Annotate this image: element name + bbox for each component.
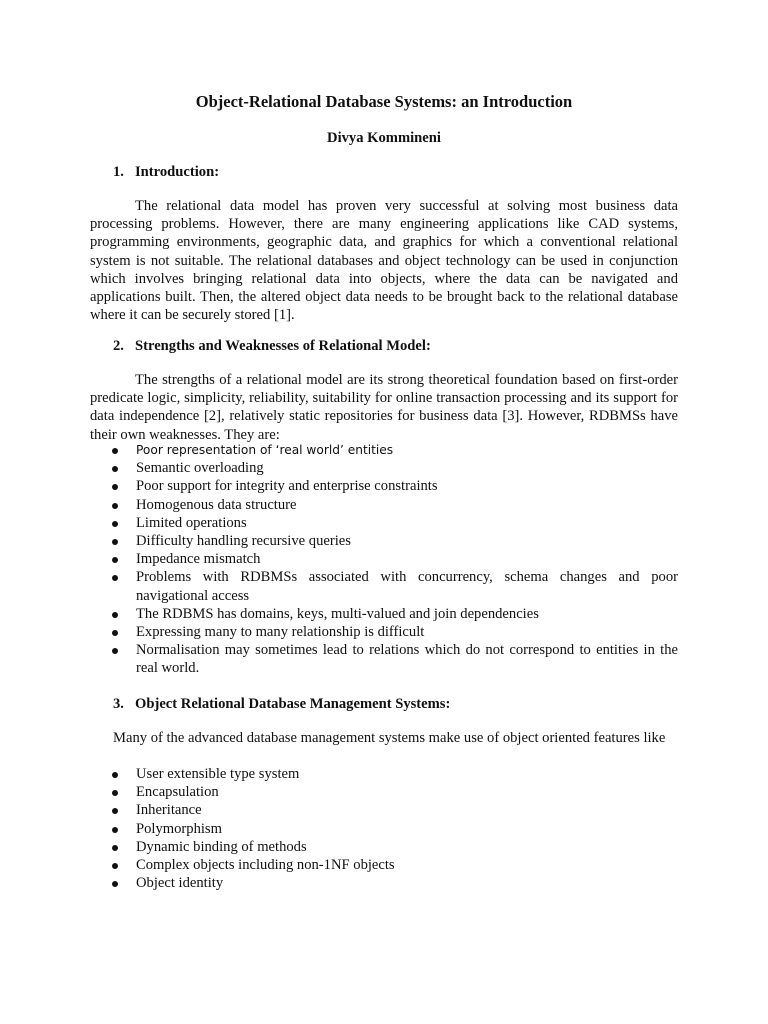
bullet-icon [112, 612, 118, 618]
bullet-icon [112, 521, 118, 527]
list-item [90, 820, 678, 838]
list-item-text: Poor representation of ‘real world’ entities [136, 443, 394, 457]
weakness-list [90, 441, 678, 678]
bullet-icon [112, 808, 118, 814]
feature-list [90, 765, 678, 892]
list-item [90, 856, 678, 874]
section-heading [113, 695, 450, 713]
section-heading [113, 163, 219, 181]
list-item-text: Impedance mismatch [136, 551, 261, 568]
bullet-icon [112, 466, 118, 472]
section-paragraph: The strengths of a relational model are its strong theoretical foundation based on first-order predicate logic, simplicity, reliability, suitability for online transaction processing and its support for data independence [2], relatively static repositories for business data [3]. However, RDBMSs have their own weaknesses. They are: [90, 372, 678, 443]
list-item-text: Complex objects including non-1NF objects [136, 857, 395, 874]
bullet-icon [112, 648, 118, 654]
list-item-text: Problems with RDBMSs associated with concurrency, schema changes and poor navigational access [136, 569, 678, 604]
list-item-text: Limited operations [136, 514, 247, 531]
list-item [90, 514, 678, 532]
list-item-text: Expressing many to many relationship is difficult [136, 624, 425, 641]
list-item [90, 568, 678, 604]
document-author: Divya Kommineni [327, 130, 441, 146]
section-heading [113, 337, 431, 355]
list-item [90, 459, 678, 477]
list-item-text: Inheritance [136, 802, 202, 819]
section-paragraph: The relational data model has proven very successful at solving most business data processing problems. However, there are many engineering applications like CAD systems, programming environments, geographic data, and graphics for which a conventional relational system is not suitable. The relational databases and object technology can be used in conjunction which involves bringing relational data into objects, where the data can be navigated and applications built. Then, the altered object data needs to be brought back to the relational database where it can be securely stored [1]. [90, 198, 678, 324]
list-item [90, 801, 678, 819]
section-paragraph: Many of the advanced database management systems make use of object oriented features like [113, 730, 666, 746]
bullet-icon [112, 503, 118, 509]
bullet-icon [112, 881, 118, 887]
list-item [90, 765, 678, 783]
list-item-text: Encapsulation [136, 784, 219, 801]
list-item [90, 496, 678, 514]
section-number: 1. [113, 164, 124, 180]
bullet-icon [112, 845, 118, 851]
bullet-icon [112, 557, 118, 563]
list-item-text: Object identity [136, 875, 224, 892]
section-number: 2. [113, 338, 124, 354]
list-item-text: Dynamic binding of methods [136, 838, 307, 855]
list-item [90, 605, 678, 623]
list-item [90, 532, 678, 550]
bullet-icon [112, 575, 118, 581]
list-item [90, 550, 678, 568]
list-item-text: Difficulty handling recursive queries [136, 533, 351, 550]
list-item [90, 477, 678, 495]
bullet-icon [112, 448, 118, 454]
list-item-text: Polymorphism [136, 820, 222, 837]
list-item-text: Homogenous data structure [136, 496, 297, 513]
list-item-text: User extensible type system [136, 766, 300, 782]
list-item [90, 874, 678, 892]
bullet-icon [112, 539, 118, 545]
bullet-icon [112, 827, 118, 833]
section-number: 3. [113, 696, 124, 712]
section-title: Introduction: [135, 164, 220, 180]
list-item-text: Normalisation may sometimes lead to relations which do not correspond to entities in the real world. [136, 642, 678, 677]
list-item-text: Semantic overloading [136, 460, 264, 477]
list-item [90, 441, 678, 459]
bullet-icon [112, 630, 118, 636]
bullet-icon [112, 863, 118, 869]
list-item [90, 838, 678, 856]
bullet-icon [112, 484, 118, 490]
section-title: Strengths and Weaknesses of Relational Model: [135, 338, 431, 354]
document-title: Object-Relational Database Systems: an Introduction [195, 92, 573, 111]
list-item [90, 623, 678, 641]
list-item [90, 783, 678, 801]
list-item [90, 641, 678, 677]
section-title: Object Relational Database Management Systems: [135, 696, 451, 712]
bullet-icon [112, 790, 118, 796]
list-item-text: The RDBMS has domains, keys, multi-valued and join dependencies [136, 605, 539, 622]
bullet-icon [112, 772, 118, 778]
list-item-text: Poor support for integrity and enterprise constraints [136, 478, 438, 495]
